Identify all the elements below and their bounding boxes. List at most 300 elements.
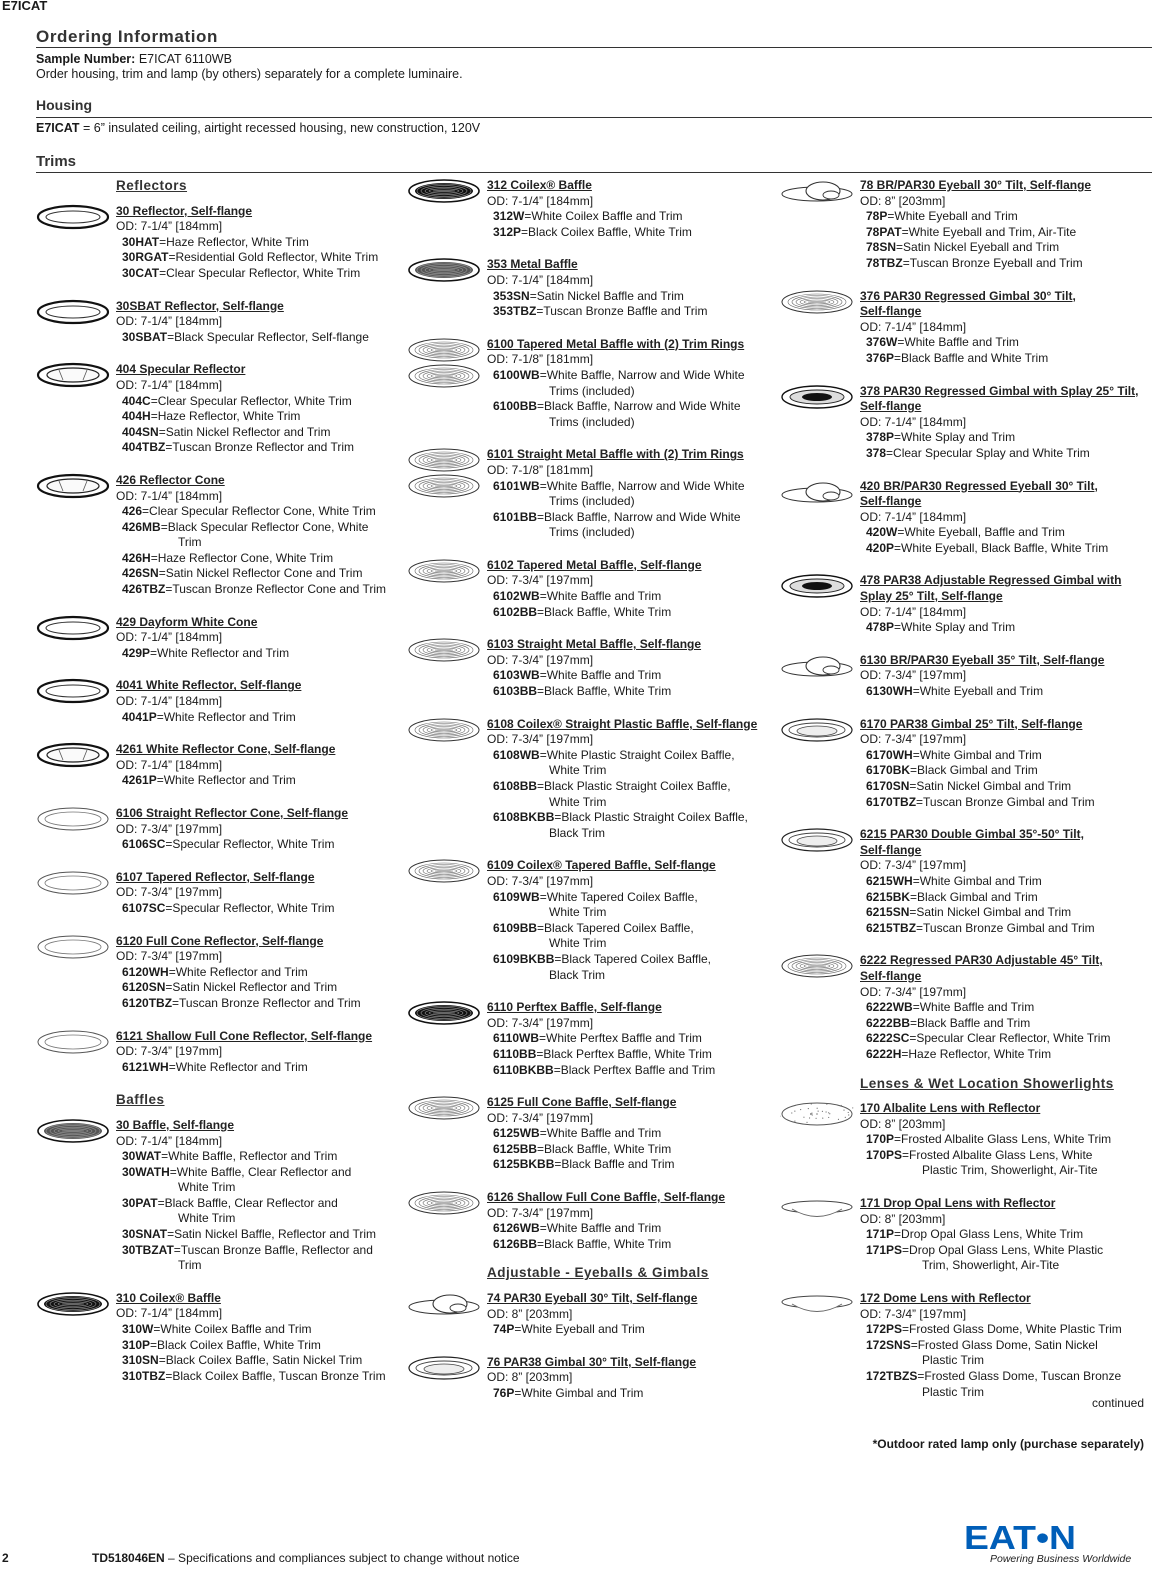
trim-title-continued: Splay 25° Tilt, Self-flange [860,589,1003,604]
baffle-black-icon [407,1000,481,1031]
catalog-code: 312W [493,209,525,224]
catalog-code: 426SN [122,566,159,581]
catalog-code: 6125WB [493,1126,540,1141]
trim-title-continued: Self-flange [860,494,922,509]
catalog-description: =Clear Specular Reflector, White Trim [150,393,352,408]
catalog-description: =Tuscan Bronze Gimbal and Trim [916,794,1095,809]
catalog-code: 172TBZS [866,1369,918,1383]
outer-diameter: OD: 7-1/4” [184mm] [116,314,223,329]
catalog-option [860,779,1152,795]
ordering-note: Order housing, trim and lamp (by others) separately for a complete luminaire. [36,67,463,81]
catalog-option [860,1322,1152,1338]
trim-item-6101 [487,447,777,541]
catalog-description: =Black Perftex Baffle, White Trim [536,1046,712,1061]
gimbal-icon [407,1355,481,1386]
catalog-option [860,684,1152,700]
eyeball-icon [407,1291,481,1322]
catalog-option [116,1149,406,1165]
reflector-flat-icon [36,678,110,709]
divider [36,117,1152,118]
catalog-description-continued: Trim [178,1258,202,1273]
catalog-description-continued: White Trim [178,1211,236,1226]
outer-diameter: OD: 7-1/8” [181mm] [487,462,594,477]
catalog-description: =White Eyeball and Trim [887,209,1018,224]
catalog-option [860,921,1152,937]
catalog-code: 312P [493,224,522,239]
catalog-code: 30SNAT [122,1227,168,1242]
catalog-code: 172SNS [866,1337,911,1352]
trim-item-404 [116,362,406,456]
catalog-option [116,901,406,917]
category-heading-lenses-wet-location-showerlights: Lenses & Wet Location Showerlights [860,1075,1114,1091]
gimbal-icon [780,717,854,748]
trim-title: 6120 Full Cone Reflector, Self-flange [116,933,324,948]
trim-item-378 [860,384,1152,462]
reflector-thin-icon [36,806,110,837]
catalog-code: 310SN [122,1353,159,1368]
catalog-code: 4041P [122,709,157,724]
trim-title: 171 Drop Opal Lens with Reflector [860,1196,1056,1211]
reflector-thin-icon [36,870,110,901]
catalog-code: 6121WH [122,1059,169,1074]
lens-drop-icon [780,1196,854,1227]
catalog-option [116,1165,406,1181]
catalog-option [116,235,406,251]
outer-diameter: OD: 7-3/4” [197mm] [487,573,594,588]
catalog-description-continued: White Trim [178,1180,236,1195]
catalog-code: 6170TBZ [866,794,917,809]
trim-item-76 [487,1355,777,1402]
catalog-code: 310P [122,1337,151,1352]
outer-diameter: OD: 8” [203mm] [860,193,946,208]
trims-heading: Trims [36,153,77,170]
catalog-description: =Clear Specular Reflector Cone, White Trim [142,504,376,519]
catalog-code: 6109BKBB [493,951,555,966]
catalog-description: =Black Coilex Baffle, Tuscan Bronze Trim [165,1368,386,1383]
trim-item-6120 [116,934,406,1012]
catalog-code: 30RGAT [122,250,169,265]
catalog-code: 310W [122,1322,154,1337]
catalog-description: =Black Gimbal and Trim [910,763,1038,778]
catalog-description: =Satin Nickel Gimbal and Trim [909,779,1072,793]
continued-label: continued [1091,1396,1144,1410]
trim-title: 426 Reflector Cone [116,472,225,487]
outer-diameter: OD: 7-1/4” [184mm] [116,630,223,645]
baffle-dark-icon [407,257,481,288]
trim-title: 6126 Shallow Full Cone Baffle, Self-flange [487,1190,726,1205]
catalog-code: 6103WB [493,668,540,683]
catalog-description: =Satin Nickel Reflector Cone and Trim [158,566,363,581]
catalog-description: =White Tapered Coilex Baffle, [539,889,698,904]
catalog-option [487,1047,777,1063]
catalog-description: =Black Baffle, White Trim [537,1141,672,1156]
trim-title-continued: Self-flange [860,842,922,857]
catalog-option [487,1126,777,1142]
catalog-option [487,1142,777,1158]
catalog-option [487,289,777,305]
catalog-description: =Black Baffle, Narrow and Wide White [537,399,741,414]
outer-diameter: OD: 7-3/4” [197mm] [860,1306,967,1321]
catalog-description: =Frosted Albalite Glass Lens, White [902,1147,1093,1162]
catalog-code: 170P [866,1132,895,1147]
catalog-description: =White Reflector and Trim [156,709,296,724]
outer-diameter: OD: 7-1/4” [184mm] [860,414,967,429]
catalog-option [487,209,777,225]
outer-diameter: OD: 7-3/4” [197mm] [487,1015,594,1030]
trim-item-78 [860,178,1152,272]
trim-title: 30 Baffle, Self-flange [116,1117,235,1132]
gimbal-icon [780,827,854,858]
eaton-tagline: Powering Business Worldwide [990,1553,1132,1565]
catalog-option [860,874,1152,890]
baffle-light-icon [407,1190,481,1221]
trim-item-6170 [860,717,1152,811]
outer-diameter: OD: 7-3/4” [197mm] [487,873,594,888]
catalog-description: =White Baffle, Reflector and Trim [161,1149,338,1164]
catalog-code: 30WATH [122,1164,170,1179]
catalog-code: 6222H [866,1046,902,1061]
catalog-description-continued: Trims (included) [549,383,635,398]
catalog-option [860,1148,1152,1164]
trim-title: 6170 PAR38 Gimbal 25° Tilt, Self-flange [860,716,1083,731]
catalog-description: =Black Specular Reflector, Self-flange [167,329,369,344]
catalog-code: 78P [866,209,888,224]
trim-title: 6108 Coilex® Straight Plastic Baffle, Self-flange [487,716,758,731]
catalog-description: =White Gimbal and Trim [912,747,1042,762]
catalog-code: 6109BB [493,920,538,935]
catalog-description: =Satin Nickel Baffle and Trim [529,288,684,303]
catalog-code: 6120WH [122,964,169,979]
trim-title: 76 PAR38 Gimbal 30° Tilt, Self-flange [487,1354,697,1369]
trim-item-312 [487,178,777,240]
baffle-light-icon [407,858,481,889]
baffle-pair-ring-icon [407,473,481,504]
catalog-option [116,425,406,441]
trim-title: 6106 Straight Reflector Cone, Self-flange [116,806,349,820]
trim-item-6102 [487,558,777,620]
outer-diameter: OD: 7-3/4” [197mm] [860,858,967,873]
catalog-description: =Tuscan Bronze Eyeball and Trim [902,255,1083,270]
catalog-description: =White Reflector and Trim [168,1059,308,1074]
catalog-option [116,710,406,726]
catalog-option [487,1237,777,1253]
eaton-logo-text: EAT•N [964,1522,1076,1552]
catalog-code: 30CAT [122,265,160,280]
catalog-description: =Tuscan Bronze Reflector and Trim [165,440,354,455]
splay-icon [780,573,854,604]
catalog-option [116,504,406,520]
catalog-code: 6125BB [493,1141,538,1156]
trim-item-6107 [116,870,406,917]
baffle-black-icon [407,178,481,209]
catalog-code: 420W [866,525,898,540]
catalog-code: 76P [493,1386,515,1400]
catalog-code: 376P [866,350,895,365]
catalog-code: 6215BK [866,889,911,904]
catalog-code: 172PS [866,1322,903,1337]
catalog-option [860,795,1152,811]
category-heading-adjustable-eyeballs-gimbals: Adjustable - Eyeballs & Gimbals [487,1265,709,1281]
catalog-option [487,368,777,384]
catalog-option [487,921,777,937]
catalog-description: =Black Baffle, Narrow and Wide White [537,509,741,524]
catalog-option [116,996,406,1012]
outer-diameter: OD: 8” [203mm] [487,1370,573,1385]
catalog-description: =Haze Reflector, White Trim [150,409,301,424]
catalog-description-continued: Plastic Trim [922,1353,985,1368]
catalog-code: 6101BB [493,509,538,524]
catalog-code: 478P [866,620,895,635]
outer-diameter: OD: 7-1/4” [184mm] [116,1133,223,1148]
outer-diameter: OD: 7-1/4” [184mm] [116,219,223,234]
trim-item-429 [116,615,406,662]
outer-diameter: OD: 7-1/4” [184mm] [487,272,594,287]
catalog-description-continued: Plastic Trim [922,1384,985,1399]
trim-title: 6215 PAR30 Double Gimbal 35°-50° Tilt, [860,827,1084,842]
catalog-code: 6109WB [493,889,540,904]
catalog-description: =Tuscan Bronze Baffle, Reflector and [173,1242,373,1257]
catalog-description: =Satin Nickel Reflector and Trim [158,424,331,439]
catalog-description-continued: Trims (included) [549,525,635,540]
catalog-option [116,1322,406,1338]
trim-item-353 [487,257,777,319]
catalog-description-continued: White Trim [549,794,607,809]
catalog-option [860,225,1152,241]
trim-title: 353 Metal Baffle [487,257,578,272]
catalog-code: 6126WB [493,1221,540,1236]
trim-item-172 [860,1291,1152,1400]
reflector-thin-icon [36,1029,110,1060]
catalog-description: =Tuscan Bronze Reflector Cone and Trim [165,582,387,597]
eyeball-icon [780,653,854,684]
baffle-pair-ring-icon [407,363,481,394]
outer-diameter: OD: 8” [203mm] [860,1116,946,1131]
trim-title: 376 PAR30 Regressed Gimbal 30° Tilt, [860,288,1076,303]
catalog-option [487,748,777,764]
catalog-option [860,446,1152,462]
catalog-option [860,1132,1152,1148]
catalog-description: =White Plastic Straight Coilex Baffle, [539,747,735,762]
baffle-light-icon [407,637,481,668]
catalog-description: =White Splay and Trim [894,620,1016,635]
outer-diameter: OD: 7-3/4” [197mm] [487,652,594,667]
trim-title: 30SBAT Reflector, Self-flange [116,298,284,313]
catalog-code: 353SN [493,288,530,303]
catalog-code: 404H [122,409,151,424]
catalog-code: 78PAT [866,224,902,239]
trim-title: 30 Reflector, Self-flange [116,203,253,218]
catalog-code: 6120SN [122,980,166,995]
outer-diameter: OD: 7-1/4” [184mm] [860,319,967,334]
catalog-description: =Black Coilex Baffle, White Trim [150,1337,321,1352]
trim-item-6100 [487,337,777,431]
trim-item-426 [116,473,406,598]
catalog-description-continued: Trims (included) [549,494,635,509]
catalog-description: =Black Tapered Coilex Baffle, [554,951,712,966]
catalog-description: =Black Baffle and White Trim [894,350,1049,365]
catalog-option [860,1369,1152,1385]
sample-number-value: E7ICAT 6110WB [135,52,232,66]
catalog-description-continued: Black Trim [549,967,606,982]
catalog-description: =White Reflector and Trim [156,773,296,788]
trim-item-6108 [487,717,777,842]
trim-title: 6125 Full Cone Baffle, Self-flange [487,1095,677,1110]
catalog-option [487,1322,777,1338]
catalog-code: 30TBZAT [122,1242,174,1257]
catalog-code: 6170WH [866,747,913,762]
catalog-option [116,394,406,410]
catalog-description-continued: White Trim [549,936,607,951]
catalog-option [860,905,1152,921]
catalog-description: =Black Specular Reflector Cone, White [160,519,369,534]
catalog-option [487,890,777,906]
catalog-description: =White Baffle and Trim [539,1221,662,1236]
catalog-option [860,748,1152,764]
catalog-code: 30SBAT [122,329,168,344]
catalog-option [487,684,777,700]
catalog-description: =Drop Opal Glass Lens, White Plastic [902,1242,1104,1257]
catalog-description: =Specular Clear Reflector, White Trim [909,1031,1111,1046]
outer-diameter: OD: 7-3/4” [197mm] [860,732,967,747]
catalog-description: =White Baffle and Trim [897,335,1019,350]
catalog-option [116,1353,406,1369]
catalog-description-continued: Black Trim [549,825,606,840]
catalog-description: =Black Coilex Baffle, Satin Nickel Trim [158,1353,363,1368]
catalog-option [116,330,406,346]
catalog-description: =Black Baffle, White Trim [537,1236,672,1251]
catalog-description: =Clear Specular Splay and White Trim [886,445,1090,460]
catalog-description: =Haze Reflector, White Trim [159,234,309,249]
catalog-description: =Frosted Glass Dome, Satin Nickel [910,1337,1098,1352]
catalog-code: 170PS [866,1147,903,1162]
catalog-description: =Black Baffle, Clear Reflector and [157,1195,338,1210]
catalog-code: 6106SC [122,837,166,852]
trim-title: 6109 Coilex® Tapered Baffle, Self-flange [487,858,716,873]
trim-item-6125 [487,1095,777,1173]
baffle-light-icon [407,717,481,748]
catalog-code: 6222SC [866,1031,910,1046]
footer-text [92,1551,520,1565]
catalog-option [860,1338,1152,1354]
catalog-code: 6170BK [866,763,911,778]
trim-title-continued: Self-flange [860,399,922,414]
trim-item-376 [860,289,1152,367]
catalog-description: =Black Plastic Straight Coilex Baffle, [537,779,731,793]
outer-diameter: OD: 7-3/4” [197mm] [860,668,967,683]
catalog-code: 376W [866,335,898,350]
catalog-code: 6215TBZ [866,920,917,935]
document-code: E7ICAT [2,0,48,13]
catalog-option [487,668,777,684]
catalog-code: 6110BB [493,1046,537,1061]
catalog-code: 6101WB [493,478,540,493]
catalog-description: =Satin Nickel Reflector and Trim [165,980,338,995]
catalog-code: 6222WB [866,1000,913,1015]
outer-diameter: OD: 7-3/4” [197mm] [487,1205,594,1220]
catalog-description: =White Reflector and Trim [150,645,290,660]
catalog-option [116,409,406,425]
sample-number-label: Sample Number: [36,52,136,66]
catalog-option [116,1196,406,1212]
catalog-option [116,965,406,981]
catalog-description: =Black Baffle, White Trim [537,684,672,699]
trim-title: 170 Albalite Lens with Reflector [860,1101,1041,1116]
trim-item-4041 [116,678,406,725]
trim-title: 172 Dome Lens with Reflector [860,1291,1031,1306]
catalog-code: 6108BB [493,779,538,793]
trim-item-6103 [487,637,777,699]
outer-diameter: OD: 7-3/4” [197mm] [116,885,223,900]
reflector-deep-icon [36,473,110,504]
catalog-description: =Drop Opal Glass Lens, White Trim [894,1227,1084,1242]
category-heading-baffles: Baffles [116,1092,165,1108]
catalog-description: =White Eyeball, Baffle and Trim [897,525,1065,540]
catalog-description: =White Eyeball and Trim [912,684,1044,699]
trim-title: 74 PAR30 Eyeball 30° Tilt, Self-flange [487,1291,698,1306]
catalog-option [116,1338,406,1354]
catalog-code: 171P [866,1227,895,1242]
doc-id: TD518046EN [92,1551,165,1565]
trim-item-478 [860,573,1152,635]
reflector-flat-icon [36,615,110,646]
catalog-code: 30HAT [122,234,160,249]
catalog-description: =White Baffle and Trim [912,1000,1035,1015]
trim-item-6110 [487,1000,777,1078]
catalog-description: =Black Perftex Baffle and Trim [553,1062,716,1077]
catalog-description: =Clear Specular Reflector, White Trim [159,265,361,280]
catalog-description: =White Eyeball and Trim, Air-Tite [901,224,1077,239]
catalog-description: =White Baffle, Narrow and Wide White [539,367,745,382]
eyeball-icon [780,178,854,209]
outer-diameter: OD: 7-1/4” [184mm] [116,377,223,392]
catalog-description: =White Baffle and Trim [539,668,662,683]
catalog-code: 426H [122,550,151,565]
catalog-code: 6108WB [493,747,540,762]
catalog-description: =White Gimbal and Trim [514,1386,644,1400]
outer-diameter: OD: 7-1/4” [184mm] [116,1306,223,1321]
catalog-option [860,335,1152,351]
catalog-option [860,1000,1152,1016]
trim-item-30 [116,1118,406,1274]
catalog-description: =Black Gimbal and Trim [910,889,1038,904]
catalog-option [487,479,777,495]
catalog-option [860,430,1152,446]
catalog-description: =Black Baffle and Trim [554,1157,675,1172]
catalog-code: 6110WB [493,1031,540,1046]
trim-title: 6110 Perftex Baffle, Self-flange [487,1000,662,1015]
catalog-code: 78SN [866,240,897,255]
catalog-code: 6130WH [866,684,913,699]
outer-diameter: OD: 8” [203mm] [487,1306,573,1321]
catalog-description: =White Baffle, Clear Reflector and [169,1164,352,1179]
reflector-deep-icon [36,742,110,773]
catalog-option [487,810,777,826]
outer-diameter: OD: 7-3/4” [197mm] [116,821,223,836]
catalog-option [487,1386,777,1402]
catalog-option [487,952,777,968]
trim-item-6215 [860,827,1152,936]
catalog-option [860,351,1152,367]
catalog-option [116,1369,406,1385]
trim-title: 420 BR/PAR30 Regressed Eyeball 30° Tilt, [860,478,1098,493]
baffle-light-icon [407,1095,481,1126]
housing-description [36,121,480,135]
catalog-option [487,779,777,795]
catalog-option [860,209,1152,225]
catalog-option [860,1031,1152,1047]
trim-title-continued: Self-flange [860,304,922,319]
outer-diameter: OD: 7-1/4” [184mm] [860,604,967,619]
